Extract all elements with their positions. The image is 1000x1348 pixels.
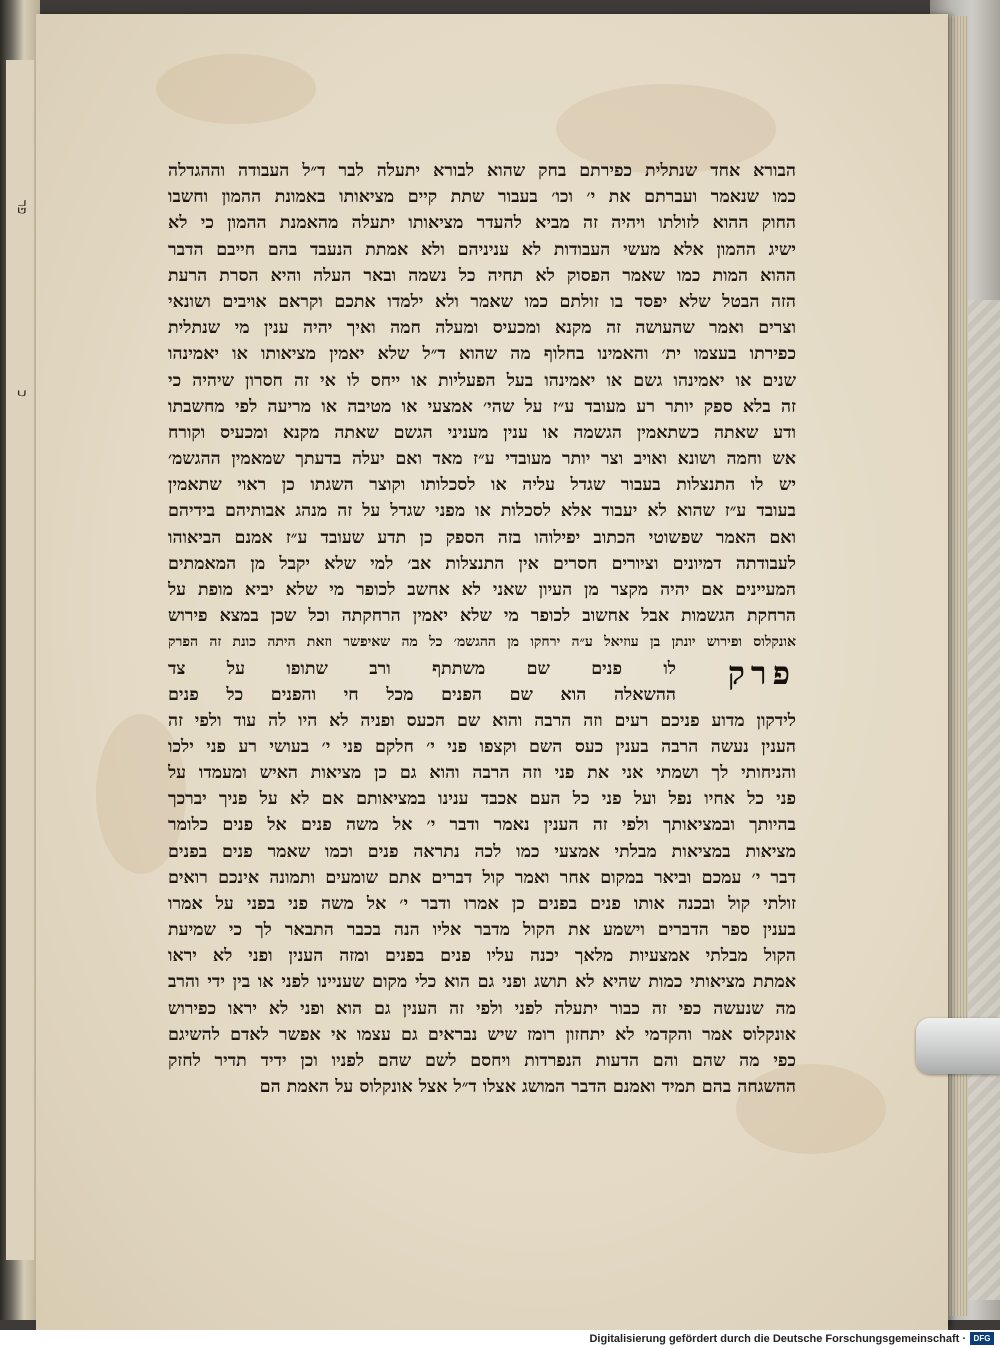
text-line: הזה הבטל שלא יפסד בו זולתם כמו שאמר ולא ילמדו אתכם וקראם אויבים ושונאי	[168, 291, 796, 312]
text-line: אונקלוס אמר והקדמי לא יתחזון רומז שיש נבראים גם עצמו אי אפשר לאדם להשיגם	[168, 1024, 796, 1045]
text-line: בעובד ע״ז שהוא לא יעבוד אלא לסכלות או מפני שגדל על זה מנהג אבותיהם בידיהם	[168, 501, 796, 522]
text-line: שנים או יאמינהו גשם או יאמינהו בעל הפעליות או ייחס לו אי זה חסרון שיהיה כי	[168, 370, 796, 391]
dfg-logo: DFG	[970, 1332, 994, 1345]
text-line: כמו שנאמר ועברתם את י׳ וכו׳ בעבור שתת קיים מציאותו באמונת ההמון וחשבו	[168, 187, 796, 208]
text-line: כפי מה שהם והם הדעות הנפרדות ויחסם לשם שהם לפניו וכן ידיד תדיר לחזק	[168, 1051, 796, 1071]
text-line: ההוא המות כמו שאמר הפסוק לא תחיה כל נשמה ובאר העלה והיא הסרת הרעת	[168, 265, 796, 286]
left-page-mark: פר	[14, 200, 30, 215]
text-line: יש לו התנצלות בעבור שגדל עליה או לסכלותו וקוצר השגתו כן ראוי שתאמין	[168, 475, 796, 496]
chapter-heading: פרק	[727, 653, 796, 692]
text-line: אונקלוס ופירוש יונתן בן עוזיאל ע״ה ירחקו מן ההגשמ׳ כל מה שאיפשר וזאת היתה כונת זה הפרק	[168, 634, 796, 651]
funding-credit: Digitalisierung gefördert durch die Deutsche Forschungsgemeinschaft ·	[589, 1333, 966, 1345]
text-line: המעיינים אם יהיה מקצר מן העיון שאני לא אחשב לכופר מי שלא יביא מופת על	[168, 580, 796, 600]
chapter-heading-block	[168, 653, 796, 708]
text-line: ההשאלה הוא שם הפנים מכל חי והפנים כל פנים	[168, 684, 676, 705]
page-clip	[916, 1018, 1000, 1074]
main-text-block	[168, 158, 796, 1100]
text-line: כפירתו בעצמו ית׳ והאמינו בחלוף מה שהוא ד״ל שלא יאמין מציאותו או יאמינהו	[168, 344, 796, 365]
text-line: אש וחמה ושונא ואויב וצר יותר מעובדי ע״ז מאד ואם יעלה בדעתך שמאמין ההגשמ׳	[168, 449, 796, 470]
text-line: והניחותי לך ושמתי אני את פני וזה הרבה והוא גם כן מציאות האיש ומעמדו על	[168, 762, 796, 783]
text-line: ודע שאתה כשתאמין הגשמה או ענין מעניני הגשם שאתה מקנא ומכעיס וקורח	[168, 422, 796, 443]
text-line: דבר י׳ עמכם וביאר במקום אחר ואמר קול דברים אתם שומעים ותמונה אינכם רואים	[168, 867, 796, 888]
text-line: זולתי קול ובכנה אותו פנים בפנים כן אמרו ודבר י׳ אל משה פני בפני על אמרו	[168, 893, 796, 914]
text-line: הקול מבלתי אמצעיות מלאך יכנה עליו פנים בפנים ומזה הענין ופני לא יראו	[168, 946, 796, 967]
text-line: מה שנעשה כפי זה כבור יתעלה לפני ולפי זה הענין גם הוא ופני לא יראו כפירוש	[168, 998, 796, 1019]
text-line: ואם האמר שפשוטי הכתוב יפילוהו בזה הספק כן תדע שעובד ע״ז אמנם הביאוהו	[168, 527, 796, 548]
text-line: לעבודתה דמיונים וציורים חסרים אין התנצלות אב׳ למי שלא יקבל מן המאמתים	[168, 553, 796, 574]
text-line: ישיג ההמון אלא מעשי העבודות לא עניניהם ולא אמתת הנעבד בהם חייבם הדבר	[168, 239, 796, 260]
text-line: הענין נעשה הרבה בענין כעס השם וקצפו פני י׳ חלקם פני י׳ בעושי רע פני ילכו	[168, 736, 796, 757]
text-line: פני כל אחיו נפל ועל פני כל העם אכבד ענינו במציאותם אם לא על פניך יברכך	[168, 789, 796, 810]
text-line: בהיותך ובמציאותך ולפי זה הענין נאמר ודבר י׳ אל משה פנים אל פנים כלומר	[168, 815, 796, 836]
text-line: הרחקת הגשמות אבל אחשוב לכופר מי שלא יאמין הרחקתה וכל שכן במצא פירוש	[168, 606, 796, 627]
page-stack-edge	[946, 16, 968, 1316]
text-line: מציאות במציאות מבלתי אמצעי כמו לכה נתראה פנים וכמו שאמר פנים בפנים	[168, 841, 796, 862]
text-line: לו פנים שם משתתף ורב שתופו על צד	[168, 658, 676, 679]
left-page-mark: כ	[14, 390, 30, 397]
text-line: אמתת מציאותי כמות שהיא לא תושג ופני גם הוא כלי מקום שעניינו לפני או בין ידי והרב	[168, 972, 796, 993]
text-line: וצרים ואמר שהעושה זה מקנא ומכעיס ומעלה חמה ואיך יהיה ענין מי שנתלית	[168, 318, 796, 339]
text-line: זה בלא ספק יותר רע מעובד ע״ז על שהי׳ אמצעי או מטיבה או מריעה לפי מחשבתו	[168, 396, 796, 417]
text-line: ההשגחה בהם תמיד ואמנם הדבר המושג אצלו ד״ל אצל אונקלוס על האמת הם	[259, 1077, 796, 1098]
paper-stain	[156, 54, 316, 124]
left-page-sliver	[6, 60, 34, 1260]
text-line: לידקון מדוע פניכם רעים וזה הרבה והוא שם הכעס ופניה לא היו לה עוד ולפי זה	[168, 710, 796, 731]
text-line: הבורא אחד שנתלית כפירתם בחק שהוא לבורא יתעלה לבר ד״ל העבודה וההגדלה	[168, 161, 796, 181]
text-line: בענין ספר הדברים וישמע את הקול מדבר אליו הנה בכבר התבאר לך כי שמיעת	[168, 920, 796, 941]
text-line: החוק ההוא לזולתו ויהיה זה מביא להעדר מציאותו יתעלה מהאמנת ההמון כי לא	[168, 213, 796, 234]
